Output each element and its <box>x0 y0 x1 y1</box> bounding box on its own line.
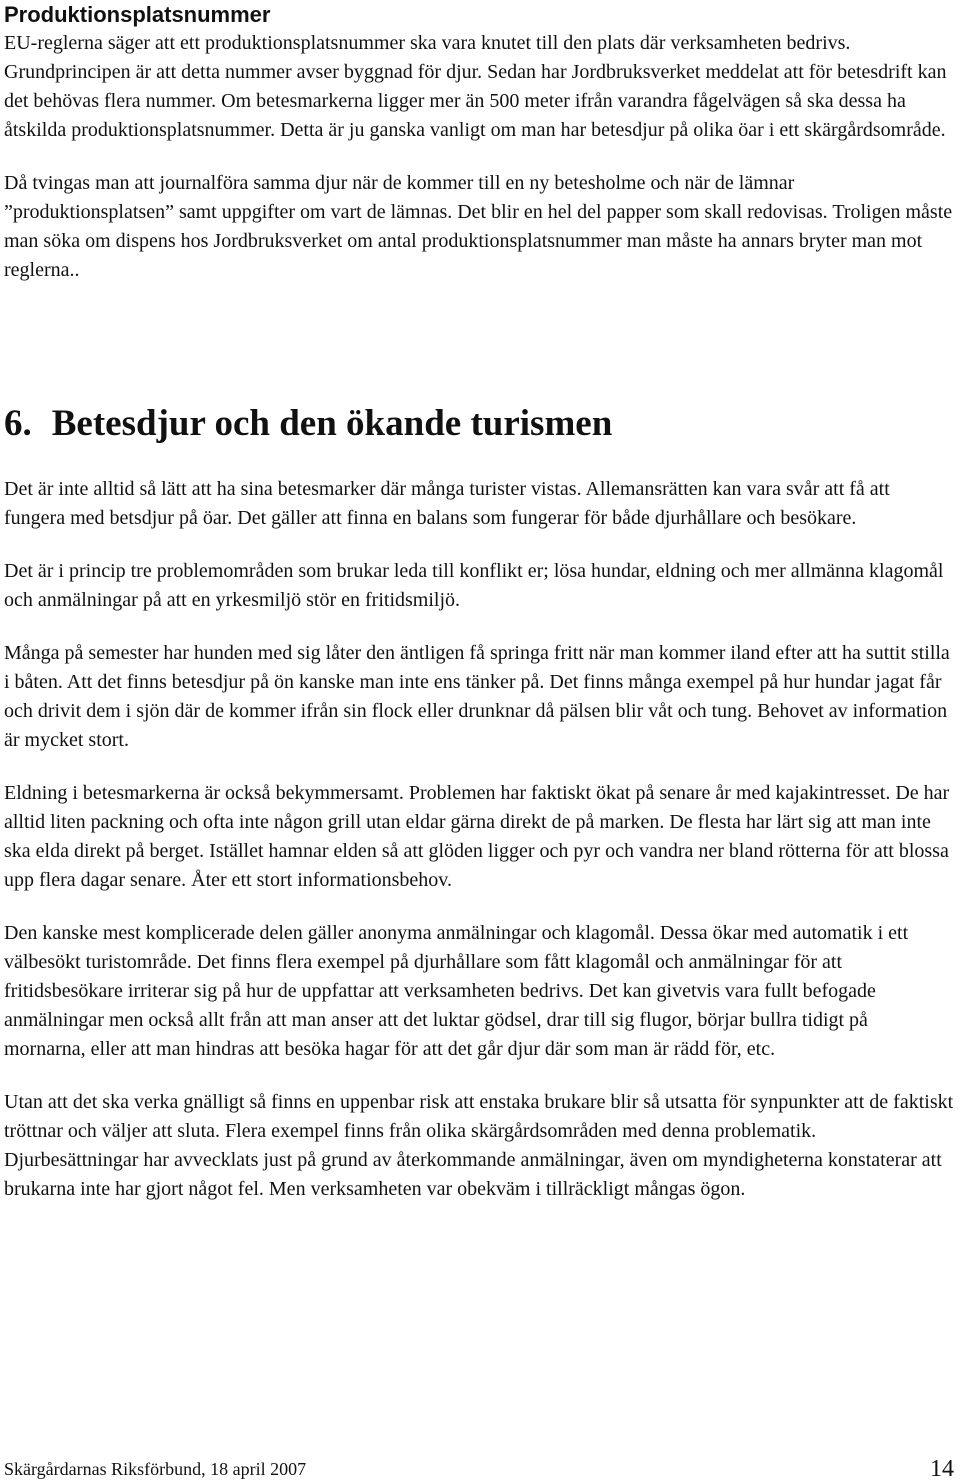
chapter-body <box>4 475 954 1204</box>
chapter-title: Betesdjur och den ökande turismen <box>51 403 613 444</box>
chapter-heading <box>4 402 612 446</box>
paragraph: EU-reglerna säger att ett produktionsplatsnummer ska vara knutet till den plats där verksamheten bedrivs. Grundprincipen är att detta nummer avser byggnad för djur. Sedan har Jordbruksverket meddelat att för betesdrift kan det behövas flera nummer. Om betesmarkerna ligger mer än 500 meter ifrån varandra fågelvägen så ska dessa ha åtskilda produktionsplatsnummer. Detta är ju ganska vanligt om man har betesdjur på olika öar i ett skärgårdsområde. <box>4 32 947 141</box>
page-body <box>4 0 954 285</box>
paragraph: Då tvingas man att journalföra samma djur när de kommer till en ny betesholme och när de lämnar ”produktionsplatsen” samt uppgifter om vart de lämnas. Det blir en hel del papper som skall redovisas. Troligen måste man söka om dispens hos Jordbruksverket om antal produktionsplatsnummer man måste ha annars bryter man mot reglerna.. <box>4 172 953 281</box>
paragraph: Utan att det ska verka gnälligt så finns en uppenbar risk att enstaka brukare blir så utsatta för synpunkter att de faktiskt tröttnar och väljer att sluta. Flera exempel finns från olika skärgårdsområden med denna problematik. Djurbesättningar har avvecklats just på grund av återkommande anmälningar, även om myndigheterna konstaterar att brukarna inte har gjort något fel. Men verksamheten var obekväm i tillräckligt mångas ögon. <box>4 1091 954 1200</box>
paragraph: Det är i princip tre problemområden som brukar leda till konflikt er; lösa hundar, eldning och mer allmänna klagomål och anmälningar på att en yrkesmiljö stör en fritidsmiljö. <box>4 560 944 611</box>
paragraph: Många på semester har hunden med sig låter den äntligen få springa fritt när man kommer iland efter att ha suttit stilla i båten. Att det finns betesdjur på ön kanske man inte ens tänker på. Det finns många exempel på hur hundar jagat får och drivit dem i sjön där de kommer ifrån sin flock eller drunknar då pälsen blir våt och tung. Behovet av information är mycket stort. <box>4 642 950 751</box>
paragraph: Det är inte alltid så lätt att ha sina betesmarker där många turister vistas. Allemansrätten kan vara svår att få att fungera med betsdjur på öar. Det gäller att finna en balans som fungerar för både djurhållare och besökare. <box>4 478 890 529</box>
section-heading-produktionsplatsnummer: Produktionsplatsnummer <box>4 2 271 27</box>
page-number: 14 <box>930 1456 954 1482</box>
paragraph: Den kanske mest komplicerade delen gäller anonyma anmälningar och klagomål. Dessa ökar med automatik i ett välbesökt turistområde. Det finns flera exempel på djurhållare som fått klagomål och anmälningar för att fritidsbesökare irriterar sig på hur de uppfattar att verksamheten bedrivs. Det kan givetvis vara fullt befogade anmälningar men också allt från att man anser att det luktar gödsel, drar till sig flugor, börjar bullra tidigt på mornarna, eller att man hindras att besöka hagar för att det går djur där som man är rädd för, etc. <box>4 922 909 1060</box>
footer-organization: Skärgårdarnas Riksförbund, 18 april 2007 <box>4 1459 307 1479</box>
chapter-number: 6. <box>4 403 32 444</box>
paragraph: Eldning i betesmarkerna är också bekymmersamt. Problemen har faktiskt ökat på senare år med kajakintresset. De har alltid liten packning och ofta inte någon grill utan eldar gärna direkt de på marken. De flesta har lärt sig att man inte ska elda direkt på berget. Istället hamnar elden så att glöden ligger och pyr och vandra ner bland rötterna för att blossa upp flera dagar senare. Åter ett stort informationsbehov. <box>4 782 950 891</box>
page-footer <box>4 1453 954 1481</box>
